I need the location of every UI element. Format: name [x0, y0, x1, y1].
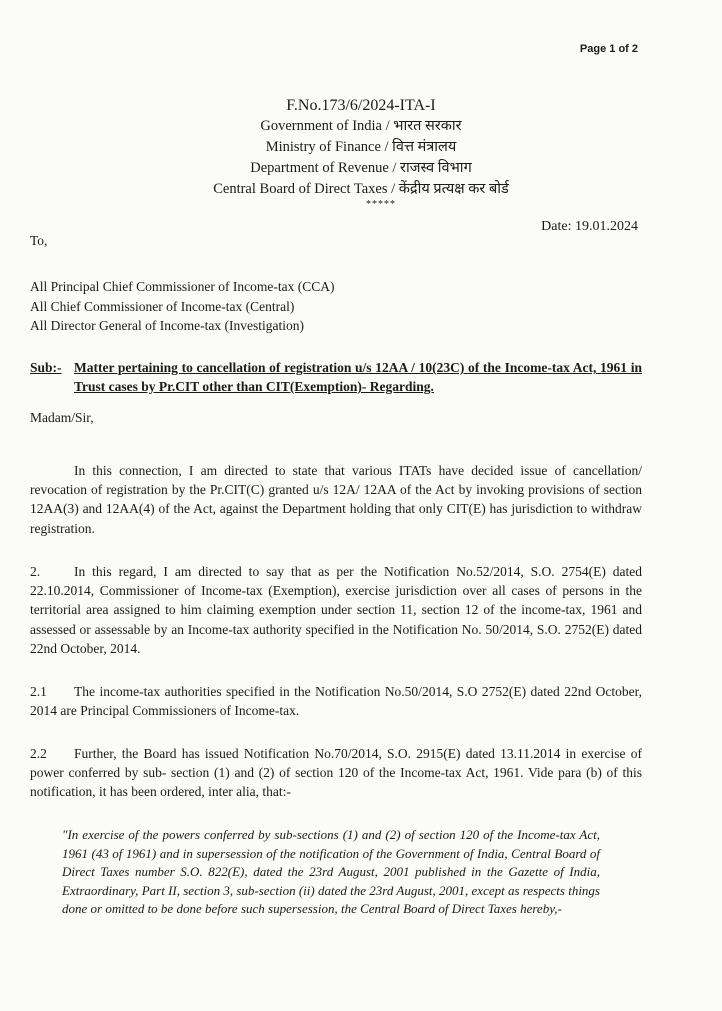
letterhead [0, 95, 722, 210]
paragraph-number: 2. [30, 564, 41, 579]
salutation: Madam/Sir, [30, 410, 94, 425]
page-number: Page 1 of 2 [579, 43, 638, 55]
header-line-ministry: Ministry of Finance / वित्त मंत्रालय [265, 139, 457, 155]
addressee: All Chief Commissioner of Income-tax (Central) [30, 298, 295, 314]
subject-text: Matter pertaining to cancellation of registration u/s 12AA / 10(23C) of the Income-tax Act, 1961 in Trust cases by Pr.CIT other than CIT(Exemption)- Regarding. [74, 360, 642, 394]
paragraph-2-text: In this regard, I am directed to say that as per the Notification No.52/2014, S.O. 2754(E) dated 22.10.2014, Commissioner of Income-tax (Exemption), exercise jurisdiction over all cases of persons in the territorial area assigned to him claiming exemption under section 11, section 12 of the income-tax, 1961 and assessed or assessable by an Income-tax authority specified in the Notification No. 50/2014, S.O. 2752(E) dated 22nd October, 2014. [30, 564, 642, 656]
paragraph-2-1-text: The income-tax authorities specified in the Notification No.50/2014, S.O 2752(E) dated 22nd October, 2014 are Principal Commissioners of Income-tax. [30, 684, 642, 719]
paragraph-intro [30, 461, 642, 538]
paragraph-2-2 [30, 744, 642, 802]
letter-date: Date: 19.01.2024 [541, 219, 638, 234]
addressee: All Director General of Income-tax (Investigation) [30, 318, 305, 333]
paragraph-number: 2.2 [30, 746, 47, 761]
subject-line [30, 358, 642, 396]
quoted-notification: "In exercise of the powers conferred by sub-sections (1) and (2) of section 120 of the Income-tax Act, 1961 (43 of 1961) and in supersession of the notification of the Government of India, Central Board of Direct Taxes number S.O. 822(E), dated the 23rd August, 2001 published in the Gazette of India, Extraordinary, Part II, section 3, sub-section (ii) dated the 23rd August, 2001, except as respects things done or omitted to be done before such supersession, the Central Board of Direct Taxes hereby,- [62, 827, 600, 916]
header-line-government: Government of India / भारत सरकार [260, 118, 462, 134]
paragraph-number: 2.1 [30, 684, 47, 699]
paragraph-2-2-text: Further, the Board has issued Notification No.70/2014, S.O. 2915(E) dated 13.11.2014 in exercise of power conferred by sub- section (1) and (2) of section 120 of the Income-tax Act, 1961. Vide para (b) of this notification, it has been ordered, inter alia, that:- [30, 746, 642, 800]
paragraph-2-1 [30, 682, 642, 720]
header-line-department: Department of Revenue / राजस्व विभाग [250, 160, 472, 176]
file-number: F.No.173/6/2024-ITA-I [286, 97, 436, 114]
paragraph-intro-text: In this connection, I am directed to state that various ITATs have decided issue of cancellation/ revocation of registration by the Pr.CIT(C) granted u/s 12A/ 12AA of the Act by invoking provisions of section 12AA(3) and 12AA(4) of the Act, against the Department holding that only CIT(E) has jurisdiction to withdraw registration. [30, 463, 642, 536]
subject-label: Sub:- [30, 360, 62, 375]
addressee-list [30, 277, 334, 336]
header-line-board: Central Board of Direct Taxes / केंद्रीय प्रत्यक्ष कर बोर्ड [213, 181, 509, 197]
to-label: To, [30, 233, 48, 248]
paragraph-2 [30, 562, 642, 658]
addressee: All Principal Chief Commissioner of Income-tax (CCA) [30, 279, 335, 294]
header-stars: ***** [366, 199, 396, 210]
